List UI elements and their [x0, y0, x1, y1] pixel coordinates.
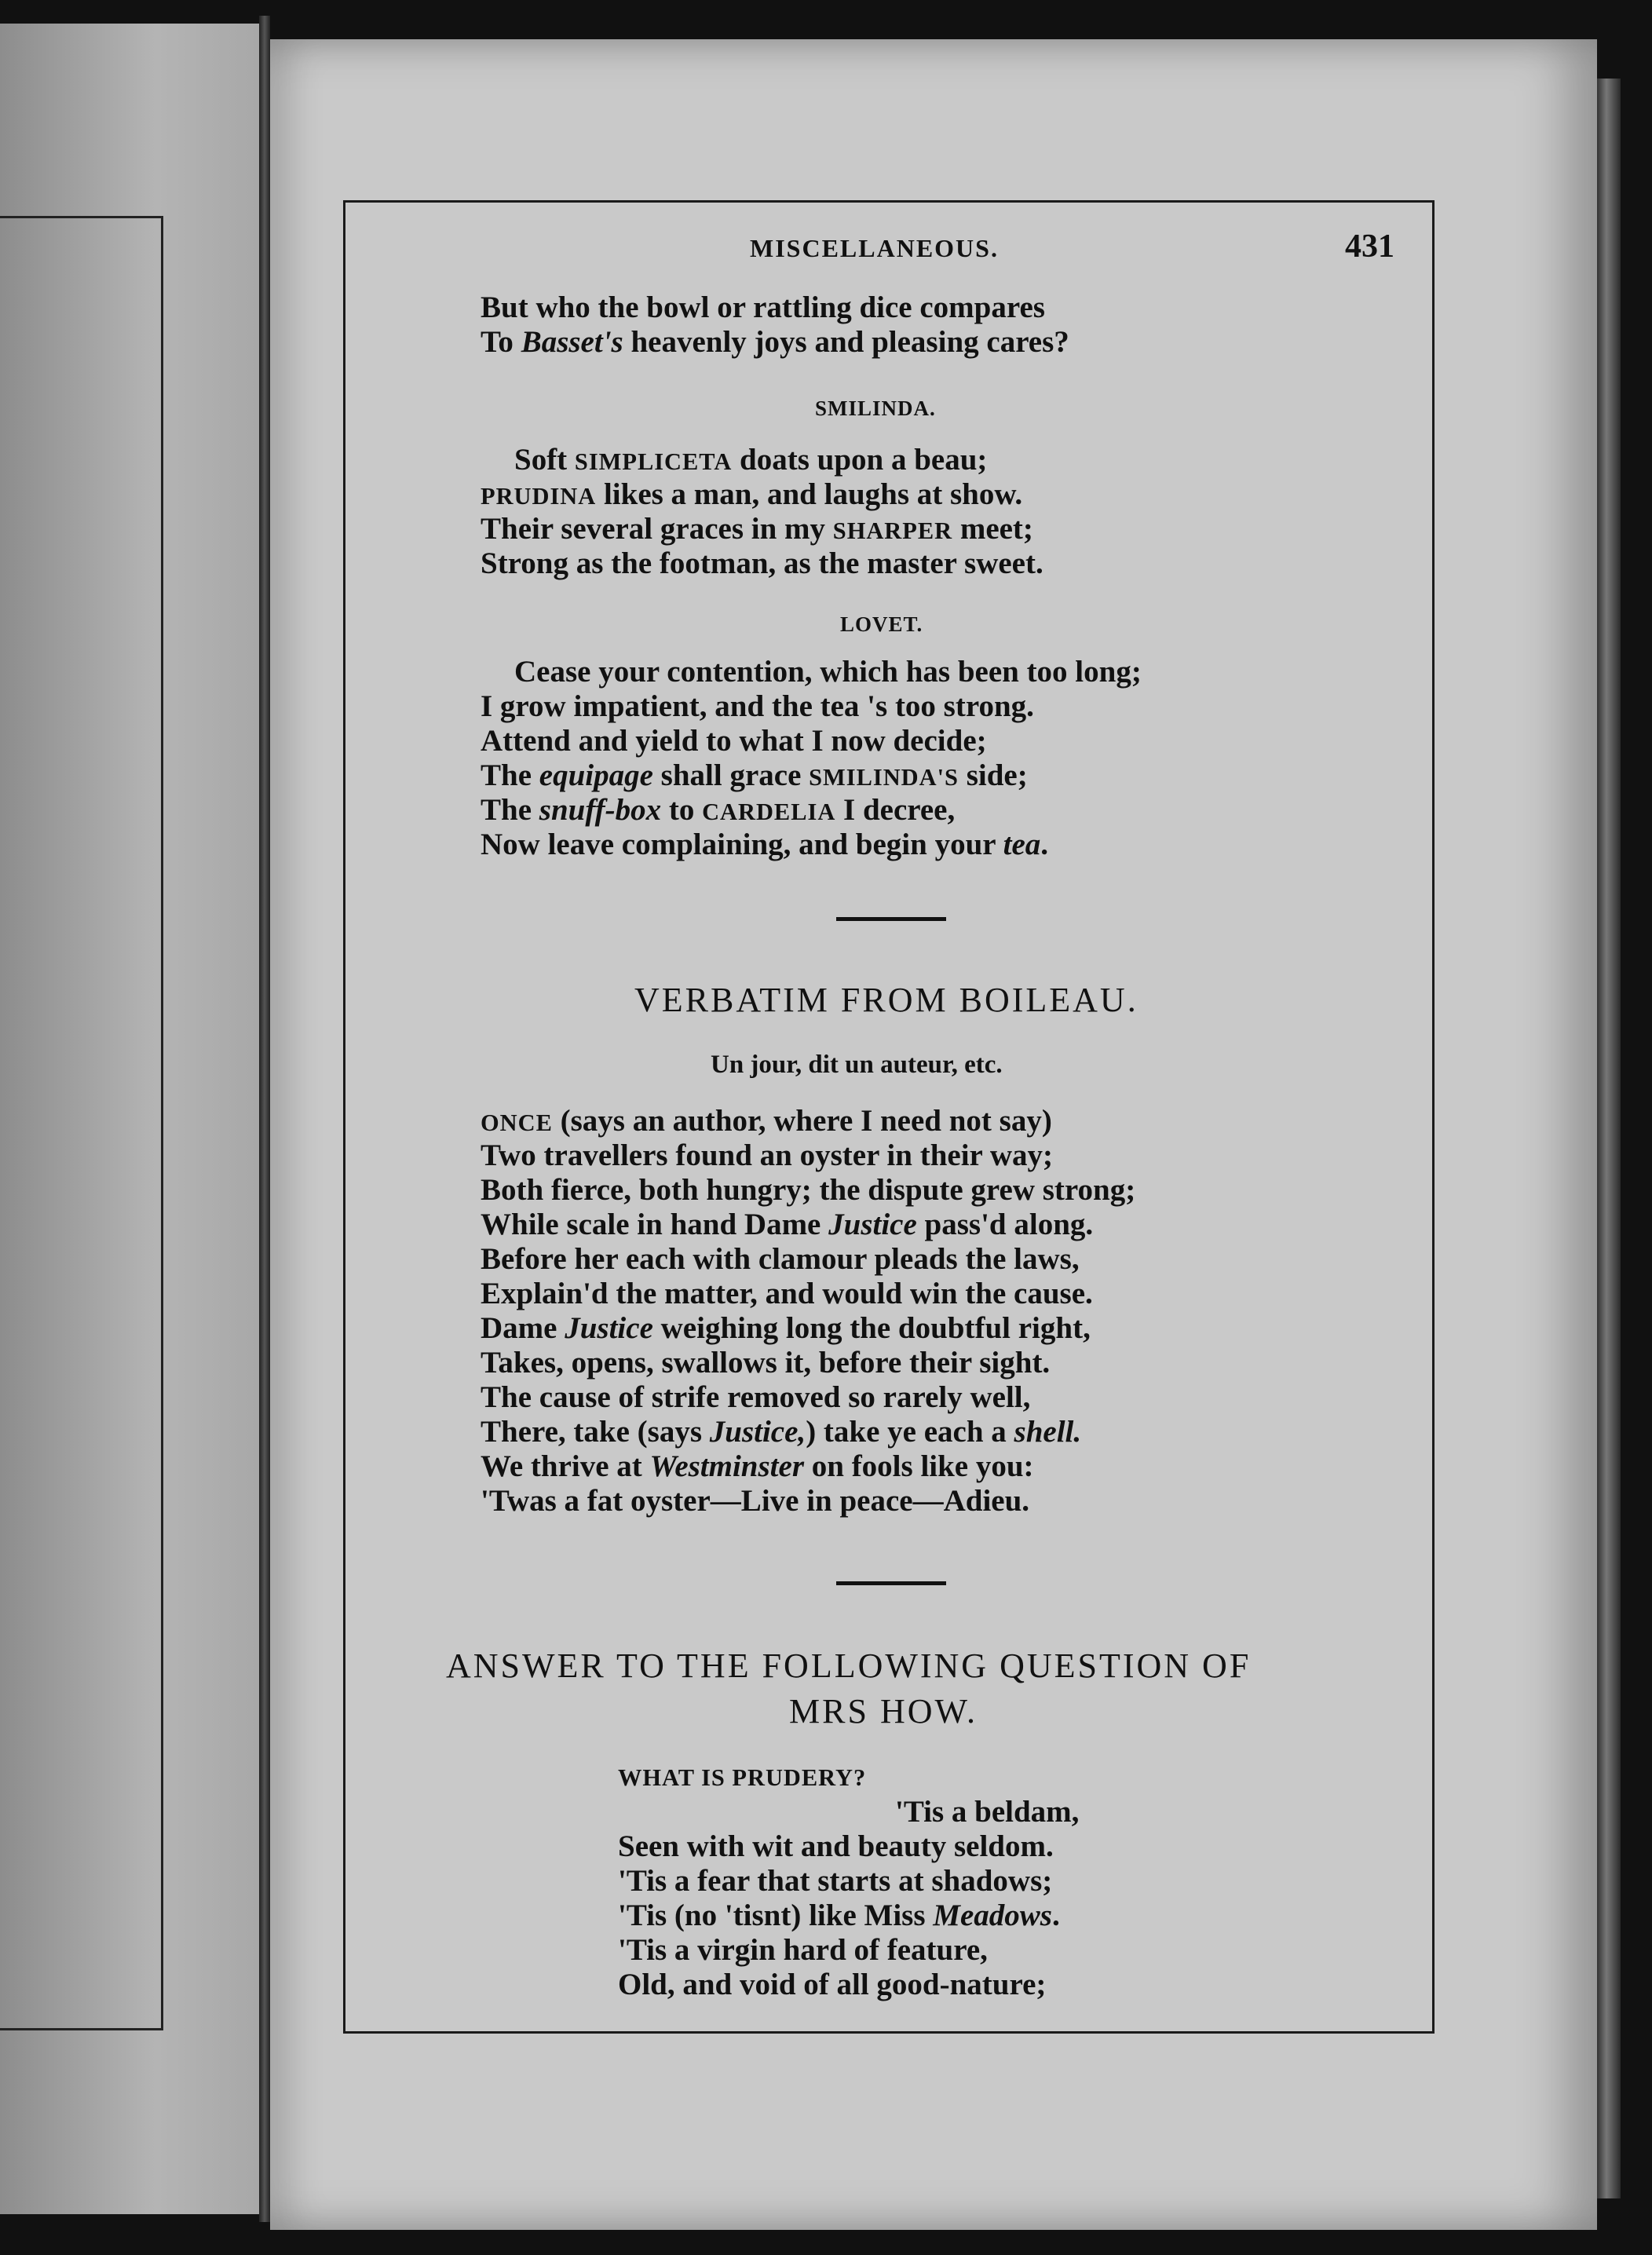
- left-page-edge: [0, 24, 259, 2214]
- poem-line: Dame Justice weighing long the doubtful right,: [481, 1311, 1091, 1345]
- poem-line: PRUDINA likes a man, and laughs at show.: [481, 477, 1023, 511]
- left-page-frame: [0, 216, 163, 2030]
- poem-line: Soft SIMPLICETA doats upon a beau;: [514, 443, 988, 477]
- speaker-heading: SMILINDA.: [815, 397, 936, 420]
- poem-line: 'Tis a fear that starts at shadows;: [618, 1864, 1053, 1898]
- poem-line: While scale in hand Dame Justice pass'd along.: [481, 1208, 1094, 1241]
- section-subtitle: Un jour, dit un auteur, etc.: [711, 1051, 1003, 1079]
- poem-line: 'Tis (no 'tisnt) like Miss Meadows.: [618, 1899, 1060, 1932]
- poem-line: Their several graces in my SHARPER meet;: [481, 512, 1033, 546]
- page-edge: [1597, 79, 1621, 2198]
- poem-line: Old, and void of all good-nature;: [618, 1968, 1047, 2001]
- section-divider: [836, 1581, 946, 1585]
- section-divider: [836, 917, 946, 921]
- poem-line: Attend and yield to what I now decide;: [481, 724, 987, 758]
- section-title: ANSWER TO THE FOLLOWING QUESTION OF: [446, 1646, 1252, 1685]
- poem-line: Explain'd the matter, and would win the cause.: [481, 1277, 1093, 1310]
- section-title-continued: MRS HOW.: [789, 1692, 978, 1731]
- poem-line: But who the bowl or rattling dice compares: [481, 291, 1045, 324]
- poem-line: Takes, opens, swallows it, before their sight.: [481, 1346, 1051, 1380]
- poem-line: 'Tis a beldam,: [895, 1795, 1080, 1829]
- book-gutter: [259, 16, 270, 2222]
- poem-line: Both fierce, both hungry; the dispute grew strong;: [481, 1173, 1136, 1207]
- poem-line: Seen with wit and beauty seldom.: [618, 1829, 1054, 1863]
- section-title: VERBATIM FROM BOILEAU.: [634, 981, 1138, 1019]
- poem-line: Before her each with clamour pleads the laws,: [481, 1242, 1080, 1276]
- poem-line: ONCE (says an author, where I need not say): [481, 1104, 1052, 1138]
- poem-line: Two travellers found an oyster in their way;: [481, 1138, 1054, 1172]
- poem-line: There, take (says Justice,) take ye each a shell.: [481, 1415, 1082, 1449]
- poem-line: I grow impatient, and the tea 's too strong.: [481, 689, 1034, 723]
- poem-line: The cause of strife removed so rarely well,: [481, 1380, 1031, 1414]
- poem-line: 'Twas a fat oyster—Live in peace—Adieu.: [481, 1484, 1030, 1518]
- poem-line: Cease your contention, which has been too long;: [514, 655, 1142, 689]
- poem-line: Strong as the footman, as the master sweet.: [481, 546, 1043, 580]
- running-title: MISCELLANEOUS.: [750, 234, 999, 262]
- poem-line: To Basset's heavenly joys and pleasing cares?: [481, 325, 1069, 359]
- question-line: WHAT IS PRUDERY?: [618, 1764, 867, 1791]
- page-number: 431: [1345, 228, 1394, 265]
- speaker-heading: LOVET.: [840, 612, 923, 636]
- poem-line: We thrive at Westminster on fools like you:: [481, 1449, 1034, 1483]
- poem-line: The equipage shall grace SMILINDA'S side;: [481, 758, 1028, 792]
- poem-line: Now leave complaining, and begin your tea.: [481, 828, 1049, 861]
- poem-line: 'Tis a virgin hard of feature,: [618, 1933, 988, 1967]
- poem-line: The snuff-box to CARDELIA I decree,: [481, 793, 956, 827]
